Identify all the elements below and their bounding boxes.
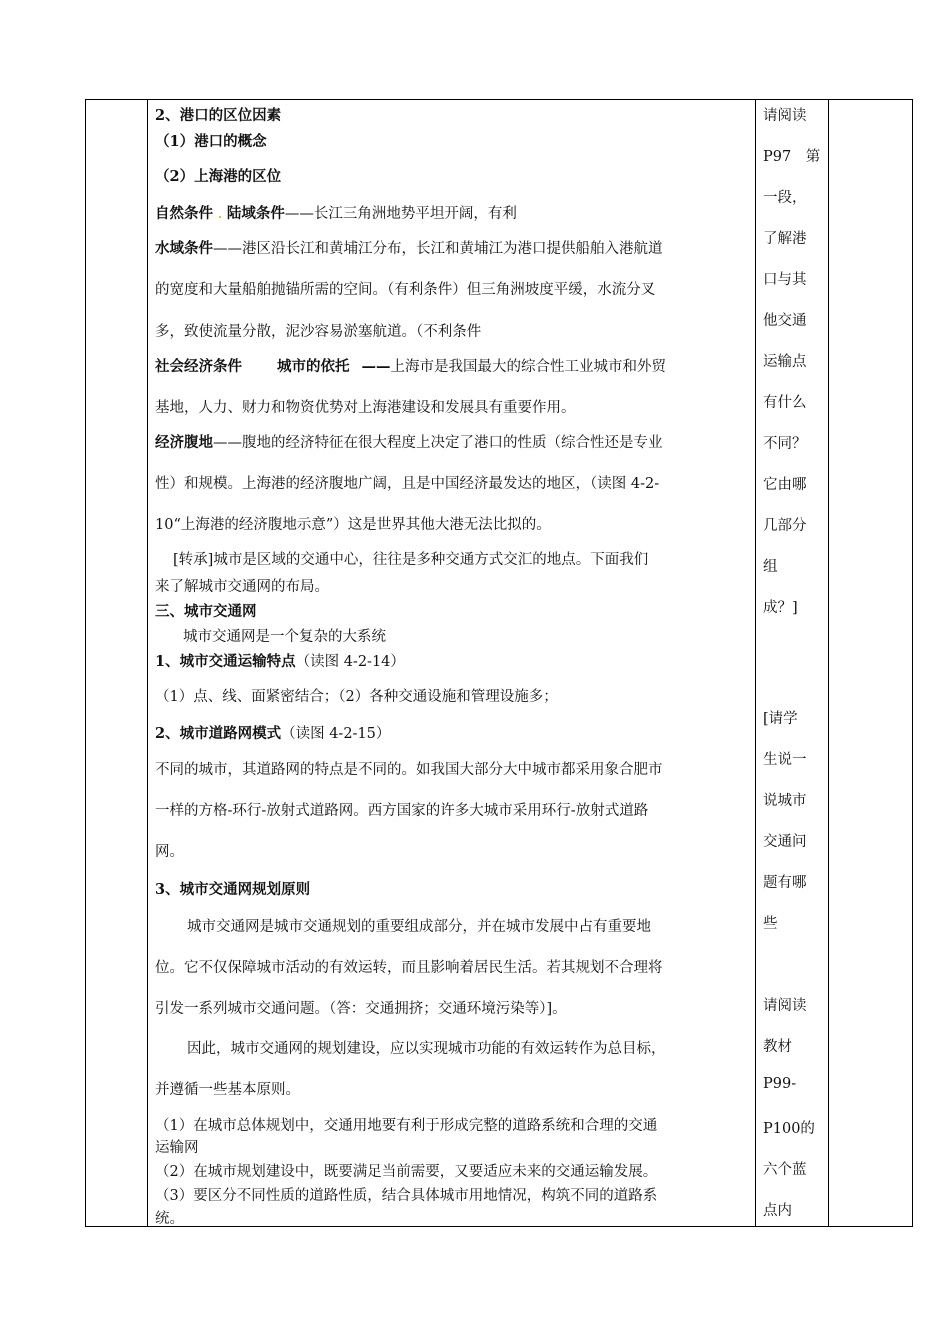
side-c-3: P100的 — [763, 1121, 815, 1137]
side-a-12: 成？] — [763, 600, 798, 616]
side-c-2: P99- — [763, 1076, 797, 1092]
heading-city-traffic: 三、城市交通网 — [155, 603, 257, 620]
side-a-0: 请阅读 — [763, 108, 807, 124]
econ-text-1: ——腹地的经济特征在很大程度上决定了港口的性质（综合性还是专业 — [213, 435, 663, 451]
rule-1-line-1: （1）在城市总体规划中，交通用地要有利于形成完整的道路系统和合理的交通 — [155, 1118, 658, 1134]
land-text: ——长江三角洲地势平坦开阔，有利 — [284, 206, 517, 222]
column-divider-1 — [147, 100, 148, 1226]
principles-para-1-line-1: 城市交通网是城市交通规划的重要组成部分，并在城市发展中占有重要地 — [187, 919, 651, 935]
side-c-5: 点内 — [763, 1203, 792, 1219]
rule-2: （2）在城市规划建设中，既要满足当前需要，又要适应未来的交通运输发展。 — [155, 1164, 658, 1180]
water-line-1 — [155, 237, 663, 258]
column-divider-3 — [828, 100, 829, 1226]
transition-line-1: [转承]城市是区域的交通中心，往往是多种交通方式交汇的地点。下面我们 — [173, 552, 649, 568]
water-text-1: ——港区沿长江和黄埔江分布，长江和黄埔江为港口提供船舶入港航道 — [213, 241, 663, 257]
econ-line-1 — [155, 431, 663, 452]
econ-label: 经济腹地 — [155, 434, 213, 451]
side-a-2: 一段， — [763, 190, 807, 206]
side-b-2: 说城市 — [763, 793, 807, 809]
feature-items: （1）点、线、面紧密结合；（2）各种交通设施和管理设施多； — [155, 689, 558, 705]
social-line-1 — [155, 355, 666, 376]
feature-label: 1、城市交通运输特点 — [155, 653, 296, 670]
subheading-shanghai-location: （2）上海港的区位 — [155, 168, 282, 185]
principles-para-2-line-2: 并遵循一些基本原则。 — [155, 1082, 300, 1098]
side-a-4: 口与其 — [763, 272, 807, 288]
side-a-9: 它由哪 — [763, 477, 807, 493]
support-label: 的依托 — [306, 358, 350, 375]
social-line-2: 基地，人力、财力和物资优势对上海港建设和发展具有重要作用。 — [155, 400, 576, 416]
side-b-1: 生说一 — [763, 752, 807, 768]
rule-3-line-2: 统。 — [155, 1211, 184, 1227]
principles-para-1-line-3: 引发一系列城市交通问题。（答：交通拥挤；交通环境污染等）]。 — [155, 1001, 567, 1017]
side-c-4: 六个蓝 — [763, 1162, 807, 1178]
land-label: 陆域条件 — [226, 205, 285, 222]
side-a-3: 了解港 — [763, 231, 807, 247]
principles-para-1-line-2: 位。它不仅保障城市活动的有效运转，而且影响着居民生活。若其规划不合理将 — [155, 960, 663, 976]
econ-line-2: 性）和规模。上海港的经济腹地广阔，且是中国经济最发达的地区，（读图 4-2- — [155, 476, 660, 492]
feature-ref: （读图 4-2-14） — [295, 654, 405, 670]
side-a-10: 几部分 — [763, 518, 807, 534]
side-a-7: 有什么 — [763, 395, 807, 411]
water-label: 水域条件 — [155, 240, 213, 257]
side-b-4: 题有哪 — [763, 875, 807, 891]
road-mode-line-2: 一样的方格-环行-放射式道路网。西方国家的许多大城市采用环行-放射式道路 — [155, 803, 649, 819]
side-c-0: 请阅读 — [763, 998, 807, 1014]
rule-3-line-1: （3）要区分不同性质的道路性质，结合具体城市用地情况，构筑不同的道路系 — [155, 1188, 658, 1204]
system-line: 城市交通网是一个复杂的大系统 — [183, 629, 386, 645]
heading-port-location: 2、港口的区位因素 — [155, 107, 282, 124]
dash: —— — [361, 358, 391, 375]
water-line-3: 多，致使流量分散，泥沙容易淤塞航道。（不利条件 — [155, 324, 482, 340]
side-a-6: 运输点 — [763, 354, 807, 370]
road-mode-label: 2、城市道路网模式 — [155, 725, 282, 742]
side-b-0: [请学 — [763, 711, 798, 727]
road-mode-heading — [155, 722, 390, 743]
side-c-1: 教材 — [763, 1039, 792, 1055]
social-label: 社会经济条件 — [155, 358, 242, 375]
side-a-1: P97 第 — [763, 149, 821, 165]
transition-line-2: 来了解城市交通网的布局。 — [155, 579, 329, 595]
econ-line-3: 10“上海港的经济腹地示意”）这是世界其他大港无法比拟的。 — [155, 517, 551, 533]
side-b-5: 些 — [763, 916, 778, 932]
road-mode-line-3: 网。 — [155, 844, 184, 860]
natural-label: 自然条件 — [155, 205, 213, 222]
mark-dot: . — [217, 206, 223, 222]
side-b-3: 交通问 — [763, 834, 807, 850]
feature-heading — [155, 650, 405, 671]
social-text-1: 上海市是我国最大的综合性工业城市和外贸 — [390, 359, 666, 375]
side-a-5: 他交通 — [763, 313, 807, 329]
side-a-11: 组 — [763, 559, 778, 575]
water-line-2: 的宽度和大量船舶抛锚所需的空间。（有利条件）但三角洲坡度平缓，水流分叉 — [155, 282, 656, 298]
road-mode-line-1: 不同的城市，其道路网的特点是不同的。如我国大部分大中城市都采用象合肥市 — [155, 762, 663, 778]
city-label: 城市 — [277, 358, 306, 375]
natural-land-line — [155, 202, 517, 223]
rule-1-line-2: 运输网 — [155, 1140, 199, 1156]
column-divider-2 — [755, 100, 756, 1226]
principles-heading: 3、城市交通网规划原则 — [155, 881, 311, 898]
principles-para-2-line-1: 因此，城市交通网的规划建设，应以实现城市功能的有效运转作为总目标， — [187, 1041, 666, 1057]
side-a-8: 不同？ — [763, 436, 807, 452]
subheading-port-concept: （1）港口的概念 — [155, 133, 267, 150]
road-mode-ref: （读图 4-2-15） — [281, 726, 391, 742]
